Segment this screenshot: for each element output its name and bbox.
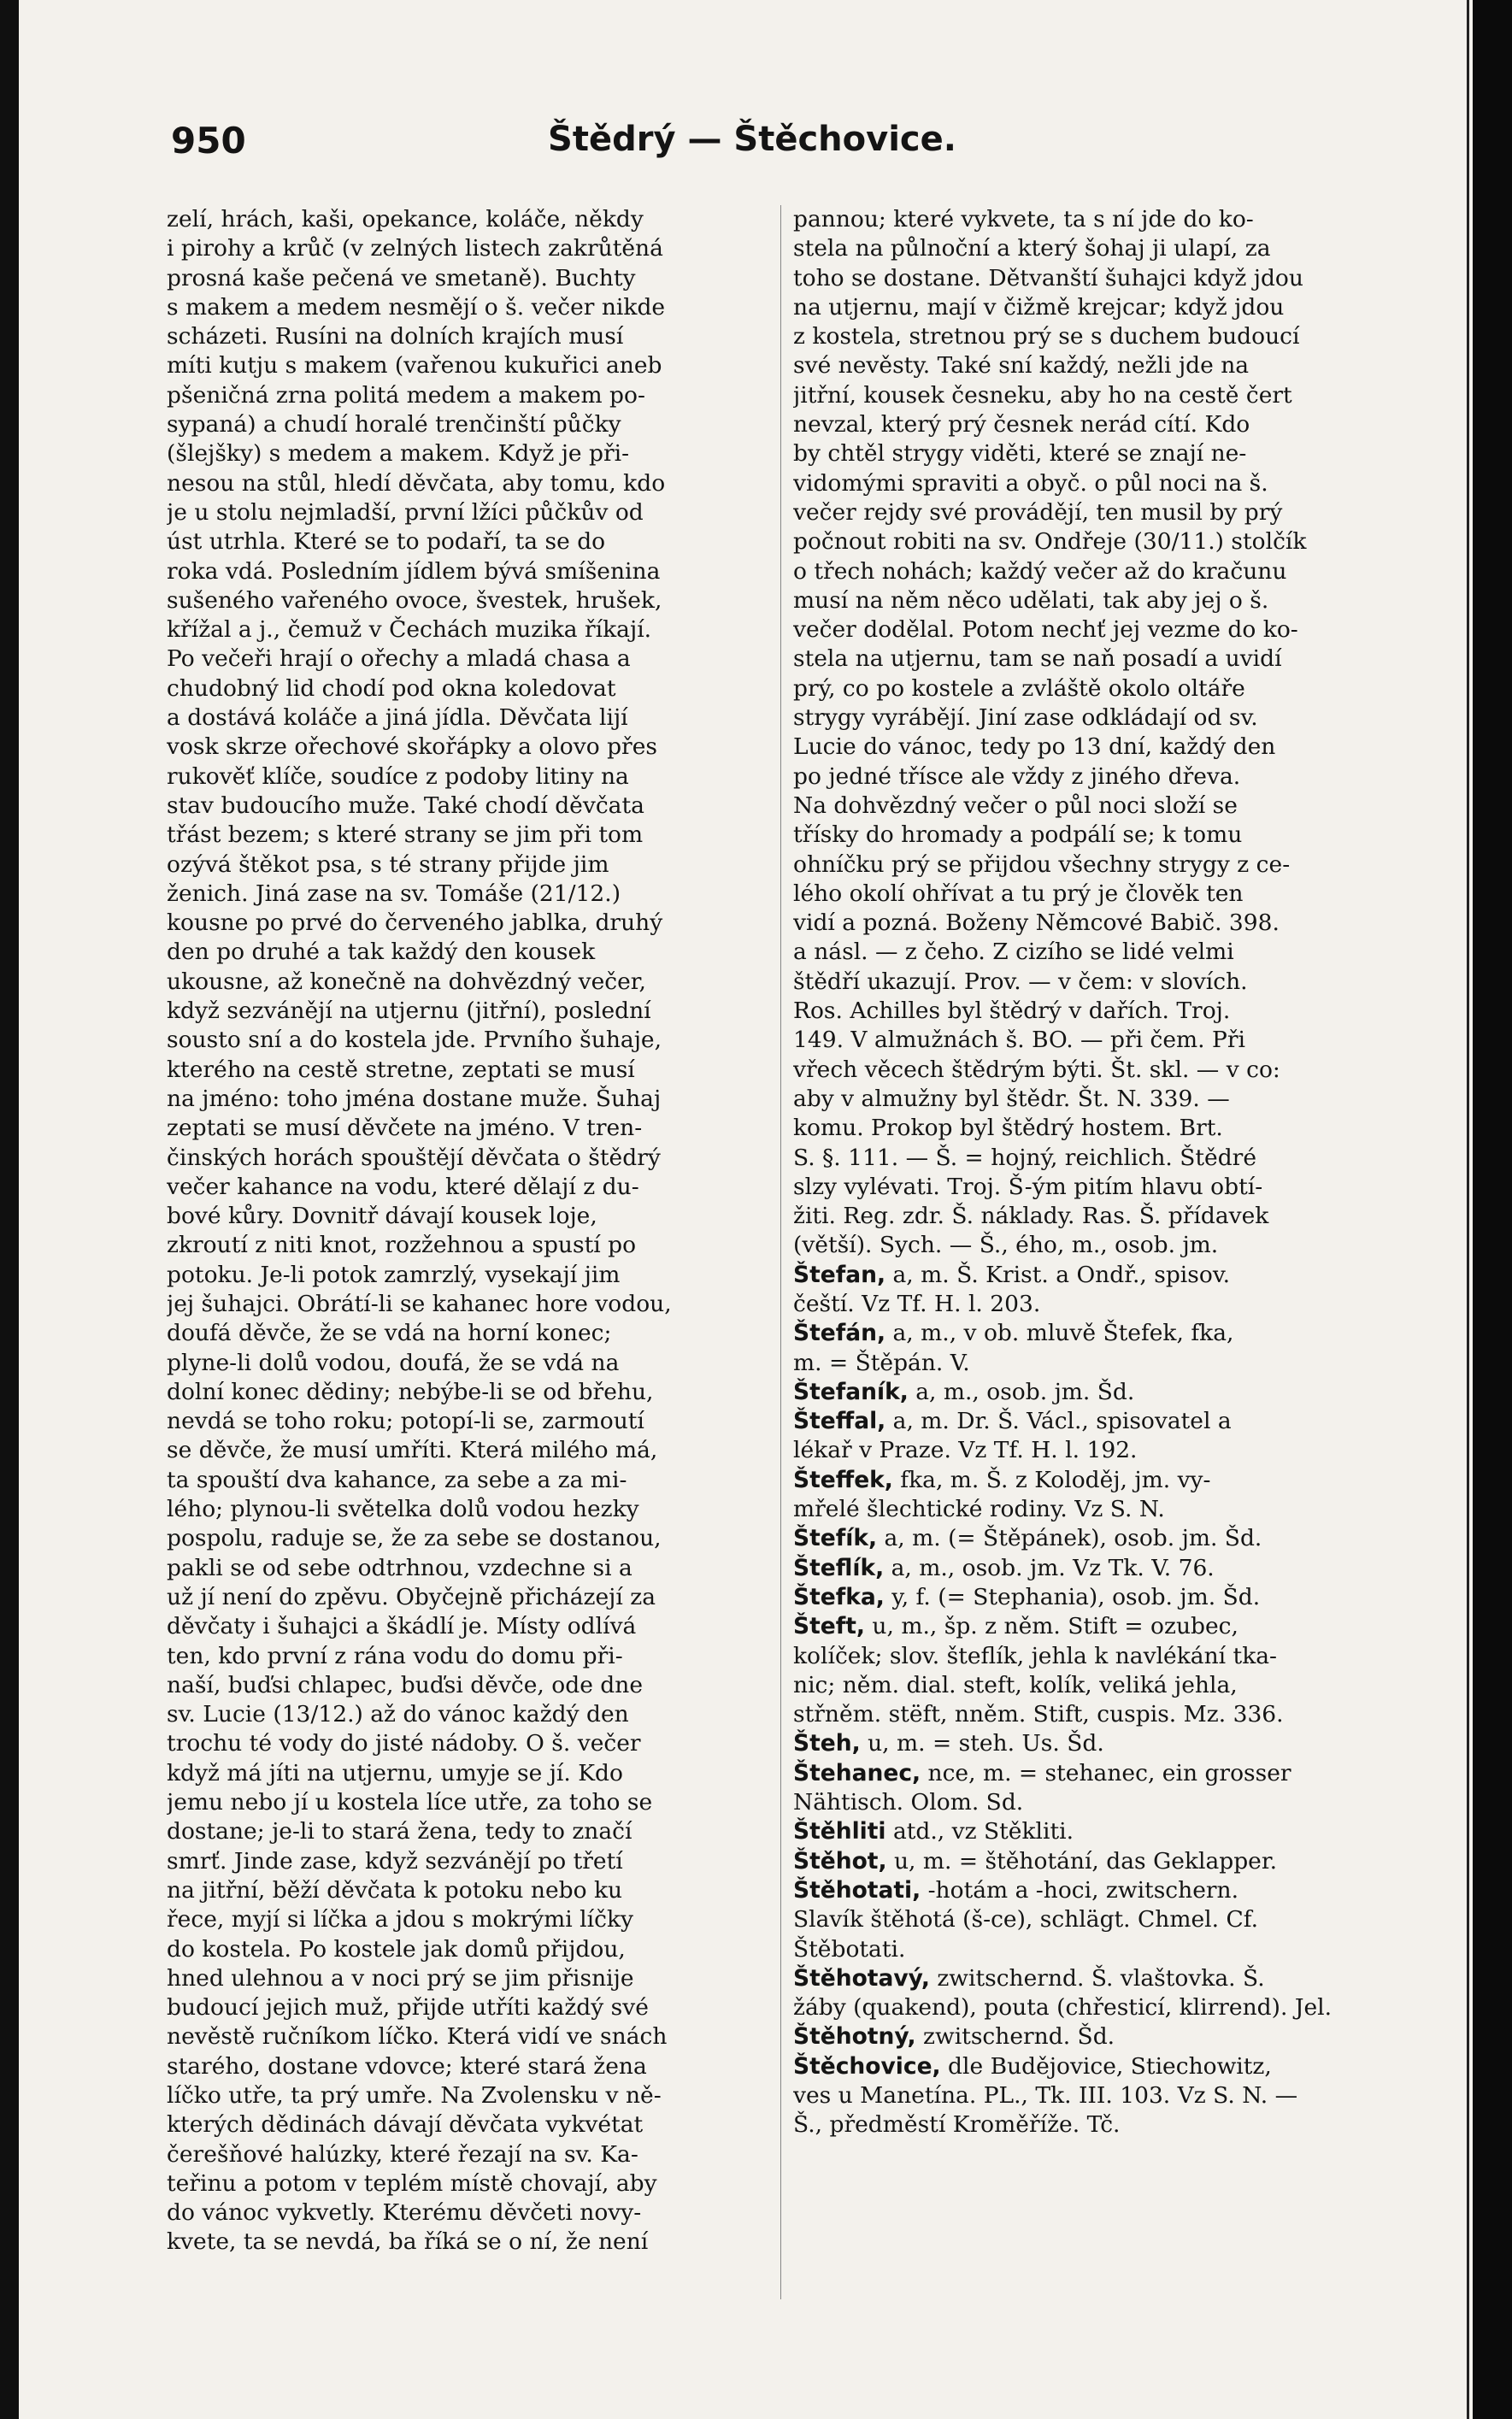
text-line: sypaná) a chudí horalé trenčinští půčky bbox=[167, 411, 621, 438]
dictionary-entry bbox=[793, 1583, 1393, 1612]
text-line: čeští. Vz Tf. H. l. 203. bbox=[793, 1290, 1041, 1317]
entry-headword: Štefka, bbox=[793, 1583, 885, 1610]
dictionary-entry bbox=[793, 2052, 1393, 2081]
scan-edge-right-line bbox=[1467, 0, 1469, 2419]
text-line: budoucí jejich muž, přijde utříti každý své bbox=[167, 1994, 649, 2022]
text-line: sousto sní a do kostela jde. Prvního šuhaje, bbox=[167, 1027, 662, 1054]
text-line: křížal a j., čemuž v Čechách muzika říkají. bbox=[167, 616, 652, 644]
text-line: rukověť klíče, soudíce z podoby litiny na bbox=[167, 762, 629, 790]
text-line: když má jíti na utjernu, umyje se jí. Kdo bbox=[167, 1759, 623, 1786]
entry-headword: Štehanec, bbox=[793, 1759, 921, 1786]
text-line: z kostela, stretnou prý se s duchem budoucí bbox=[793, 323, 1300, 350]
dictionary-entry bbox=[793, 1524, 1393, 1553]
text-line: líčko utře, ta prý umře. Na Zvolensku v ně- bbox=[167, 2082, 662, 2109]
left-column bbox=[167, 205, 767, 2257]
entry-headword: Štefan, bbox=[793, 1261, 886, 1288]
entry-headword: Šteffek, bbox=[793, 1466, 893, 1493]
text-line: zeptati se musí děvčete na jméno. V tren- bbox=[167, 1115, 643, 1142]
entry-definition: a, m. (= Štěpánek), osob. jm. Šd. bbox=[877, 1525, 1262, 1552]
text-line: pannou; které vykvete, ta s ní jde do ko- bbox=[793, 206, 1254, 232]
text-line: s makem a medem nesmějí o š. večer nikde bbox=[167, 293, 666, 321]
text-line: prosná kaše pečená ve smetaně). Buchty bbox=[167, 264, 636, 291]
text-line: nesou na stůl, hledí děvčata, aby tomu, kdo bbox=[167, 469, 666, 497]
text-line: Nähtisch. Olom. Sd. bbox=[793, 1789, 1024, 1816]
text-line: ženich. Jiná zase na sv. Tomáše (21/12.) bbox=[167, 880, 621, 907]
text-line: roka vdá. Posledním jídlem bývá smíšenina bbox=[167, 557, 661, 585]
entry-headword: Štěhot, bbox=[793, 1847, 887, 1875]
text-line: Slavík štěhotá (š-ce), schlägt. Chmel. Cf. bbox=[793, 1906, 1259, 1933]
text-line: do vánoc vykvetly. Kterému děvčeti novy- bbox=[167, 2199, 642, 2227]
text-line: Ros. Achilles byl štědrý v dařích. Troj. bbox=[793, 998, 1231, 1025]
text-line: vidí a pozná. Boženy Němcové Babič. 398. bbox=[793, 909, 1280, 937]
text-line: sv. Lucie (13/12.) až do vánoc každý den bbox=[167, 1701, 629, 1728]
text-line: na jitřní, běží děvčata k potoku nebo ku bbox=[167, 1876, 623, 1904]
text-line: hned ulehnou a v noci prý se jim přisnije bbox=[167, 1964, 634, 1992]
text-line: doufá děvče, že se vdá na horní konec; bbox=[167, 1320, 612, 1347]
text-line: (šlejšky) s medem a makem. Když je při- bbox=[167, 440, 630, 468]
entry-definition: zwitschernd. Š. vlaštovka. Š. bbox=[929, 1964, 1265, 1992]
text-line: Š., předměstí Kroměříže. Tč. bbox=[793, 2111, 1121, 2139]
entry-definition: u, m. = steh. Us. Šd. bbox=[860, 1730, 1104, 1757]
text-line: ohníčku prý se přijdou všechny strygy z ce- bbox=[793, 850, 1291, 878]
text-line: ten, kdo první z rána vodu do domu při- bbox=[167, 1642, 623, 1669]
entry-definition: u, m. = štěhotání, das Geklapper. bbox=[886, 1847, 1278, 1875]
page-number: 950 bbox=[171, 120, 246, 162]
text-line: toho se dostane. Dětvanští šuhajci když jdou bbox=[793, 264, 1303, 291]
text-line: nevzal, který prý česnek nerád cítí. Kdo bbox=[793, 411, 1250, 438]
text-line: plyne-li dolů vodou, doufá, že se vdá na bbox=[167, 1349, 620, 1376]
text-line: 149. V almužnách š. BO. — při čem. Při bbox=[793, 1027, 1245, 1054]
text-line: zkroutí z niti knot, rozžehnou a spustí po bbox=[167, 1232, 637, 1259]
text-line: vidomými spraviti a obyč. o půl noci na š. bbox=[793, 469, 1268, 497]
text-line: m. = Štěpán. V. bbox=[793, 1349, 970, 1376]
text-line: úst utrhla. Které se to podaří, ta se do bbox=[167, 528, 606, 556]
text-line: dolní konec dědiny; nebýbe-li se od břehu, bbox=[167, 1378, 654, 1405]
dictionary-entry bbox=[793, 2022, 1393, 2051]
text-line: vosk skrze ořechové skořápky a olovo přes bbox=[167, 733, 658, 761]
entry-definition: a, m., osob. jm. Vz Tk. V. 76. bbox=[884, 1554, 1215, 1581]
entry-definition: a, m. Š. Krist. a Ondř., spisov. bbox=[885, 1261, 1231, 1288]
entry-definition: y, f. (= Stephania), osob. jm. Šd. bbox=[884, 1583, 1261, 1610]
entry-definition: atd., vz Stěkliti. bbox=[885, 1818, 1074, 1845]
text-line: jej šuhajci. Obrátí-li se kahanec hore vodou, bbox=[167, 1290, 672, 1317]
text-line: lého; plynou-li světelka dolů vodou hezky bbox=[167, 1496, 639, 1523]
entry-headword: Štěhotati, bbox=[793, 1876, 921, 1904]
text-line: večer dodělal. Potom nechť jej vezme do ko- bbox=[793, 616, 1298, 644]
text-line: nic; něm. dial. steft, kolík, veliká jehla, bbox=[793, 1671, 1238, 1698]
text-line: jitřní, kousek česneku, aby ho na cestě čert bbox=[793, 381, 1292, 409]
text-line: den po druhé a tak každý den kousek bbox=[167, 939, 596, 966]
text-line: kousne po prvé do červeného jablka, druhý bbox=[167, 909, 663, 937]
text-line: žiti. Reg. zdr. Š. náklady. Ras. Š. přídavek bbox=[793, 1203, 1269, 1230]
entry-headword: Štefaník, bbox=[793, 1378, 909, 1405]
text-line: kterých dědinách dávají děvčata vykvétat bbox=[167, 2111, 644, 2139]
text-line: (větší). Sych. — Š., ého, m., osob. jm. bbox=[793, 1232, 1219, 1259]
text-line: stela na utjernu, tam se naň posadí a uvidí bbox=[793, 645, 1282, 673]
dictionary-entry bbox=[793, 1407, 1393, 1436]
text-line: potoku. Je-li potok zamrzlý, vysekají jim bbox=[167, 1261, 621, 1288]
text-line: pakli se od sebe odtrhnou, vzdechne si a bbox=[167, 1554, 632, 1581]
right-column bbox=[793, 205, 1393, 2140]
dictionary-entry bbox=[793, 1612, 1393, 1641]
text-line: ta spouští dva kahance, za sebe a za mi- bbox=[167, 1466, 627, 1493]
text-line: Lucie do vánoc, tedy po 13 dní, každý den bbox=[793, 733, 1276, 761]
text-line: strygy vyrábějí. Jiní zase odkládají od sv. bbox=[793, 704, 1258, 732]
dictionary-entry bbox=[793, 1378, 1393, 1407]
text-line: na jméno: toho jména dostane muže. Šuhaj bbox=[167, 1085, 662, 1112]
entry-definition: dle Budějovice, Stiechowitz, bbox=[940, 2052, 1272, 2080]
entry-headword: Šteft, bbox=[793, 1613, 865, 1640]
text-line: kvete, ta se nevdá, ba říká se o ní, že není bbox=[167, 2228, 649, 2256]
text-line: prý, co po kostele a zvláště okolo oltáře bbox=[793, 674, 1245, 702]
column-divider bbox=[780, 205, 781, 2299]
dictionary-entry bbox=[793, 1466, 1393, 1495]
text-line: pospolu, raduje se, že za sebe se dostanou, bbox=[167, 1525, 662, 1552]
text-line: Štěbotati. bbox=[793, 1935, 906, 1963]
text-line: své nevěsty. Také sní každý, nežli jde na bbox=[793, 352, 1250, 380]
text-line: komu. Prokop byl štědrý hostem. Brt. bbox=[793, 1115, 1223, 1142]
text-line: kolíček; slov. šteflík, jehla k navlékání tka- bbox=[793, 1642, 1278, 1669]
text-line: a násl. — z čeho. Z cizího se lidé velmi bbox=[793, 939, 1234, 966]
text-line: nevdá se toho roku; potopí-li se, zarmoutí bbox=[167, 1408, 644, 1435]
entry-headword: Šteflík, bbox=[793, 1554, 885, 1581]
dictionary-entry bbox=[793, 1319, 1393, 1348]
entry-definition: u, m., šp. z něm. Stift = ozubec, bbox=[865, 1613, 1238, 1640]
dictionary-entry bbox=[793, 1759, 1393, 1788]
entry-headword: Šteh, bbox=[793, 1730, 861, 1757]
text-line: scházeti. Rusíni na dolních krajích musí bbox=[167, 323, 624, 350]
text-line: kterého na cestě stretne, zeptati se musí bbox=[167, 1056, 635, 1083]
text-line: musí na něm něco udělati, tak aby jej o š. bbox=[793, 586, 1269, 614]
text-line: ozývá štěkot psa, s té strany přijde jim bbox=[167, 850, 609, 878]
text-line: na utjernu, mají v čižmě krejcar; když jdou bbox=[793, 293, 1285, 321]
text-line: večer rejdy své provádějí, ten musil by prý bbox=[793, 498, 1283, 526]
entry-definition: zwitschernd. Šd. bbox=[915, 2023, 1115, 2051]
text-line: ukousne, až konečně na dohvězdný večer, bbox=[167, 968, 646, 995]
text-line: večer kahance na vodu, které dělají z du- bbox=[167, 1173, 639, 1200]
text-line: lékař v Praze. Vz Tf. H. l. 192. bbox=[793, 1437, 1138, 1464]
dictionary-entry bbox=[793, 1817, 1393, 1846]
text-line: třísky do hromady a podpálí se; k tomu bbox=[793, 821, 1243, 849]
entry-headword: Štěhliti bbox=[793, 1818, 886, 1845]
text-line: štědří ukazují. Prov. — v čem: v slovích. bbox=[793, 968, 1248, 995]
text-line: vřech věcech štědrým býti. Št. skl. — v co: bbox=[793, 1056, 1280, 1083]
text-line: už jí není do zpěvu. Obyčejně přicházejí za bbox=[167, 1583, 656, 1610]
entry-definition: a, m., osob. jm. Šd. bbox=[908, 1378, 1135, 1405]
text-line: by chtěl strygy viděti, které se znají ne- bbox=[793, 440, 1247, 468]
text-line: trochu té vody do jisté nádoby. O š. večer bbox=[167, 1730, 641, 1757]
text-line: nevěstě ručníkom líčko. Která vidí ve snách bbox=[167, 2023, 668, 2051]
text-line: po jedné třísce ale vždy z jiného dřeva. bbox=[793, 762, 1241, 790]
text-line: chudobný lid chodí pod okna koledovat bbox=[167, 674, 616, 702]
text-line: mřelé šlechtické rodiny. Vz S. N. bbox=[793, 1496, 1165, 1523]
dictionary-entry bbox=[793, 1729, 1393, 1758]
text-line: jemu nebo jí u kostela líce utře, za toho se bbox=[167, 1789, 653, 1816]
text-line: smrť. Jinde zase, když sezvánějí po třetí bbox=[167, 1847, 623, 1875]
text-line: je u stolu nejmladší, první lžíci půčkův od bbox=[167, 498, 644, 526]
text-line: do kostela. Po kostele jak domů přijdou, bbox=[167, 1935, 626, 1963]
text-line: pšeničná zrna politá medem a makem po- bbox=[167, 381, 645, 409]
entry-headword: Štefán, bbox=[793, 1320, 886, 1347]
entry-definition: nce, m. = stehanec, ein grosser bbox=[921, 1759, 1291, 1786]
entry-definition: -hotám a -hoci, zwitschern. bbox=[921, 1876, 1239, 1904]
text-line: řece, myjí si líčka a jdou s mokrými líčky bbox=[167, 1906, 634, 1933]
entry-headword: Šteffal, bbox=[793, 1408, 886, 1435]
scan-edge-left bbox=[0, 0, 19, 2419]
text-line: aby v almužny byl štědr. Št. N. 339. — bbox=[793, 1085, 1230, 1112]
entry-headword: Štěhotavý, bbox=[793, 1964, 930, 1992]
text-line: stela na půlnoční a který šohaj ji ulapí, za bbox=[793, 235, 1271, 262]
running-head: Štědrý — Štěchovice. bbox=[548, 120, 956, 159]
text-line: S. §. 111. — Š. = hojný, reichlich. Štědré bbox=[793, 1144, 1257, 1171]
text-line: sušeného vařeného ovoce, švestek, hrušek, bbox=[167, 586, 662, 614]
text-line: třást bezem; s které strany se jim při tom bbox=[167, 821, 644, 849]
text-line: a dostává koláče a jiná jídla. Děvčata lijí bbox=[167, 704, 628, 732]
text-line: když sezvánějí na utjernu (jitřní), poslední bbox=[167, 998, 651, 1025]
text-line: ves u Manetína. PL., Tk. III. 103. Vz S. N. — bbox=[793, 2082, 1298, 2109]
entry-definition: fka, m. Š. z Koloděj, jm. vy- bbox=[892, 1466, 1211, 1493]
dictionary-entry bbox=[793, 1554, 1393, 1583]
text-line: činských horách spouštějí děvčata o štědrý bbox=[167, 1144, 661, 1171]
entry-headword: Štěchovice, bbox=[793, 2052, 941, 2080]
dictionary-entry bbox=[793, 1964, 1393, 1993]
text-line: Po večeři hrají o ořechy a mladá chasa a bbox=[167, 645, 631, 673]
text-line: i pirohy a krůč (v zelných listech zakrůtěná bbox=[167, 235, 663, 262]
dictionary-entry bbox=[793, 1261, 1393, 1290]
text-line: zelí, hrách, kaši, opekance, koláče, někdy bbox=[167, 206, 644, 232]
dictionary-entry bbox=[793, 1876, 1393, 1905]
entry-definition: a, m. Dr. Š. Václ., spisovatel a bbox=[885, 1408, 1232, 1435]
text-line: Na dohvězdný večer o půl noci složí se bbox=[793, 792, 1238, 819]
text-line: děvčaty i šuhajci a škádlí je. Místy odlívá bbox=[167, 1613, 637, 1640]
text-line: čerešňové halúzky, které řezají na sv. Ka- bbox=[167, 2140, 638, 2168]
text-line: se děvče, že musí umříti. Která milého má, bbox=[167, 1437, 658, 1464]
text-line: teřinu a potom v teplém místě chovají, aby bbox=[167, 2169, 657, 2197]
text-line: slzy vylévati. Troj. Š-ým pitím hlavu obtí- bbox=[793, 1173, 1263, 1200]
text-line: naší, buďsi chlapec, buďsi děvče, ode dne bbox=[167, 1671, 644, 1698]
text-line: počnout robiti na sv. Ondřeje (30/11.) stolčík bbox=[793, 528, 1307, 556]
text-line: střněm. stëft, nněm. Stift, cuspis. Mz. 336. bbox=[793, 1701, 1284, 1728]
text-line: bové kůry. Dovnitř dávají kousek loje, bbox=[167, 1203, 597, 1230]
text-line: dostane; je-li to stará žena, tedy to značí bbox=[167, 1818, 632, 1845]
entry-headword: Štěhotný, bbox=[793, 2023, 916, 2051]
page-header bbox=[171, 120, 1333, 171]
entry-definition: a, m., v ob. mluvě Štefek, fka, bbox=[885, 1320, 1234, 1347]
text-line: stav budoucího muže. Také chodí děvčata bbox=[167, 792, 644, 819]
text-line: o třech nohách; každý večer až do kračunu bbox=[793, 557, 1287, 585]
text-line: lého okolí ohřívat a tu prý je člověk ten bbox=[793, 880, 1244, 907]
scan-edge-right bbox=[1473, 0, 1512, 2419]
text-line: míti kutju s makem (vařenou kukuřici aneb bbox=[167, 352, 662, 380]
text-line: žáby (quakend), pouta (chřesticí, klirrend). Jel. bbox=[793, 1994, 1333, 2022]
entry-headword: Štefík, bbox=[793, 1525, 878, 1552]
dictionary-entry bbox=[793, 1847, 1393, 1876]
text-line: starého, dostane vdovce; které stará žena bbox=[167, 2052, 647, 2080]
